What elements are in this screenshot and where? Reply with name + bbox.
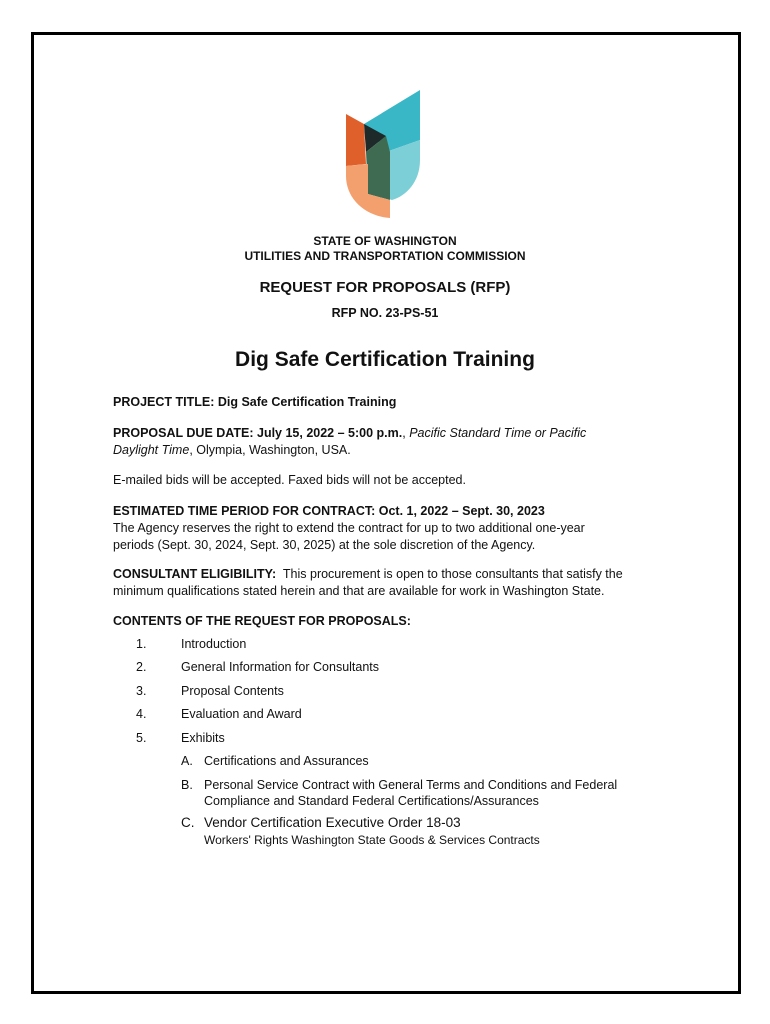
list-item-number: 4. <box>136 707 147 721</box>
bids-note: E-mailed bids will be accepted. Faxed bids will not be accepted. <box>113 473 466 487</box>
exhibit-text-line2: Workers' Rights Washington State Goods & Services Contracts <box>204 833 540 847</box>
exhibit-text-line1: Personal Service Contract with General Terms and Conditions and Federal <box>204 778 618 792</box>
list-item-text: Exhibits <box>181 731 225 745</box>
exhibit-text-line1: Vendor Certification Executive Order 18-03 <box>204 815 461 830</box>
list-item-number: 3. <box>136 684 147 698</box>
logo-orange-dark <box>346 114 366 166</box>
exhibit-letter: B. <box>181 778 193 792</box>
exhibit-text: Certifications and Assurances <box>204 754 369 768</box>
eligibility-line2: minimum qualifications stated herein and that are available for work in Washington State. <box>113 584 605 598</box>
location: , Olympia, Washington, USA. <box>189 443 351 457</box>
agency-state: STATE OF WASHINGTON <box>313 234 457 248</box>
exhibit-letter: C. <box>181 815 195 830</box>
list-item-number: 5. <box>136 731 147 745</box>
contract-period-line2: periods (Sept. 30, 2024, Sept. 30, 2025) at the sole discretion of the Agency. <box>113 538 536 552</box>
contract-period <box>113 503 673 554</box>
contract-period-label: ESTIMATED TIME PERIOD FOR CONTRACT: Oct. 1, 2022 – Sept. 30, 2023 <box>113 504 545 518</box>
eligibility-line1: This procurement is open to those consultants that satisfy the <box>276 567 623 581</box>
list-item-text: Introduction <box>181 637 247 651</box>
list-item-text: General Information for Consultants <box>181 660 380 674</box>
due-date-separator: , <box>402 426 410 440</box>
consultant-eligibility <box>113 566 673 600</box>
washington-state-leaf-logo <box>344 90 422 218</box>
contents-heading: CONTENTS OF THE REQUEST FOR PROPOSALS: <box>113 614 411 628</box>
time-zone-1: Pacific Standard Time or Pacific <box>409 426 587 440</box>
contract-period-line1: The Agency reserves the right to extend the contract for up to two additional one-year <box>113 521 585 535</box>
time-zone-2: Daylight Time <box>113 443 190 457</box>
exhibit-text-line2: Compliance and Standard Federal Certifications/Assurances <box>204 794 539 808</box>
rfp-heading: REQUEST FOR PROPOSALS (RFP) <box>259 279 511 296</box>
due-date-label: PROPOSAL DUE DATE: July 15, 2022 – 5:00 p.m. <box>113 426 403 440</box>
list-item-text: Evaluation and Award <box>181 707 302 721</box>
eligibility-label: CONSULTANT ELIGIBILITY: <box>113 567 277 581</box>
list-item-number: 1. <box>136 637 147 651</box>
agency-commission: UTILITIES AND TRANSPORTATION COMMISSION <box>244 249 526 263</box>
exhibit-letter: A. <box>181 754 193 768</box>
rfp-number: RFP NO. 23-PS-51 <box>331 306 439 320</box>
list-item-text: Proposal Contents <box>181 684 284 698</box>
project-title: PROJECT TITLE: Dig Safe Certification Training <box>113 395 397 409</box>
proposal-due-date <box>113 425 673 459</box>
document-title: Dig Safe Certification Training <box>235 348 535 371</box>
list-item-number: 2. <box>136 660 147 674</box>
